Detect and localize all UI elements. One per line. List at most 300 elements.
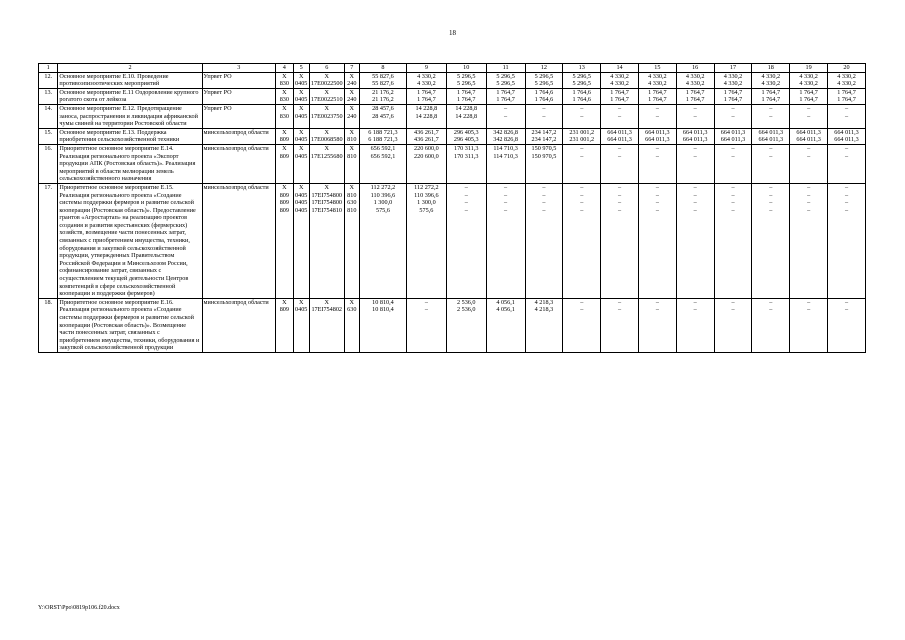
cell-value: 656 592,1 — [370, 152, 396, 160]
amount-cell — [828, 88, 866, 104]
budget-code-cell — [344, 183, 359, 298]
budget-code-cell — [344, 104, 359, 128]
cell-value: – — [618, 191, 622, 199]
cell-value: 1 764,7 — [456, 88, 476, 96]
cell-value: 664 011,3 — [720, 128, 746, 136]
column-header: 4 — [276, 64, 293, 73]
amount-cell — [828, 128, 866, 144]
cell-value: 664 011,3 — [758, 136, 784, 144]
cell-value: – — [844, 152, 849, 160]
amount-cell — [359, 72, 406, 88]
column-header: 11 — [486, 64, 525, 73]
cell-value: – — [807, 104, 811, 112]
cell-value: 664 011,3 — [645, 128, 670, 136]
amount-cell — [790, 104, 828, 128]
cell-value: – — [731, 183, 735, 191]
cell-value: – — [807, 298, 811, 306]
cell-value: 14 228,8 — [415, 104, 438, 112]
amount-cell — [525, 88, 563, 104]
cell-value: 17Е0068580 — [310, 136, 343, 144]
cell-value: 830 — [279, 80, 289, 88]
cell-value: – — [807, 152, 811, 160]
column-header: 1 — [39, 64, 58, 73]
cell-value: 809 — [279, 152, 289, 160]
table-row — [39, 128, 866, 144]
cell-value: 809 — [279, 206, 289, 214]
cell-value: – — [580, 112, 584, 120]
cell-value: – — [807, 306, 811, 314]
cell-value: 14 228,8 — [455, 112, 478, 120]
amount-cell — [446, 104, 486, 128]
cell-value: – — [542, 183, 546, 191]
cell-value: – — [655, 152, 659, 160]
cell-value: – — [655, 191, 659, 199]
amount-cell — [676, 183, 714, 298]
cell-value: X — [324, 144, 329, 152]
cell-value: 4 330,2 — [761, 72, 781, 80]
cell-value: 342 826,8 — [493, 136, 518, 144]
cell-value: 5 296,5 — [572, 80, 592, 88]
cell-value: 436 261,7 — [414, 128, 439, 136]
cell-value: – — [844, 206, 849, 214]
cell-value: – — [655, 206, 659, 214]
amount-cell — [563, 72, 601, 88]
column-header: 5 — [293, 64, 309, 73]
cell-value: – — [424, 298, 428, 306]
cell-value: – — [693, 104, 697, 112]
amount-cell — [601, 298, 639, 352]
cell-value: 296 405,3 — [453, 136, 479, 144]
cell-value: – — [844, 191, 849, 199]
cell-value: – — [464, 191, 468, 199]
amount-cell — [601, 144, 639, 183]
cell-value: – — [844, 306, 849, 314]
cell-value: X — [298, 72, 304, 80]
column-header: 7 — [344, 64, 359, 73]
cell-value: – — [693, 206, 697, 214]
cell-value: 150 970,5 — [531, 144, 557, 152]
cell-value: 810 — [347, 136, 357, 144]
cell-value: 10 810,4 — [372, 306, 394, 314]
document-path: Y:\ORST\Ppo\0819p106.f20.docx — [38, 605, 120, 611]
cell-value: 5 296,5 — [456, 80, 476, 88]
cell-value: 0405 — [295, 96, 308, 104]
cell-value: 17Е0022510 — [310, 96, 343, 104]
amount-cell — [752, 298, 790, 352]
cell-value: X — [324, 88, 329, 96]
cell-value: 0405 — [295, 306, 308, 314]
executor: Упрвет РО — [202, 72, 276, 88]
cell-value: – — [580, 144, 584, 152]
cell-value: 1 764,7 — [723, 96, 743, 104]
cell-value: 1 300,0 — [417, 199, 436, 207]
budget-code-cell — [276, 298, 293, 352]
cell-value: 14 228,8 — [455, 104, 478, 112]
budget-table — [38, 63, 866, 353]
cell-value: – — [807, 144, 811, 152]
cell-value: X — [298, 128, 304, 136]
cell-value: – — [693, 144, 697, 152]
cell-value: – — [542, 206, 546, 214]
amount-cell — [563, 183, 601, 298]
budget-code-cell — [293, 128, 309, 144]
cell-value: – — [655, 298, 659, 306]
column-header: 14 — [601, 64, 639, 73]
cell-value: 830 — [279, 96, 289, 104]
cell-value: 2 536,0 — [456, 298, 476, 306]
cell-value: – — [844, 104, 849, 112]
cell-value: – — [769, 206, 773, 214]
cell-value: 240 — [347, 112, 357, 120]
header-row — [39, 64, 866, 73]
cell-value: X — [282, 183, 287, 191]
cell-value: 0405 — [295, 199, 308, 207]
cell-value: 436 261,7 — [414, 136, 439, 144]
cell-value: 1 764,7 — [723, 88, 743, 96]
row-number: 17. — [39, 183, 58, 298]
amount-cell — [676, 72, 714, 88]
column-header: 20 — [828, 64, 866, 73]
cell-value: 0405 — [295, 80, 308, 88]
budget-code-cell — [293, 183, 309, 298]
amount-cell — [406, 128, 446, 144]
cell-value: 810 — [347, 152, 357, 160]
cell-value: 21 176,2 — [372, 88, 394, 96]
cell-value: 170 311,3 — [453, 144, 479, 152]
amount-cell — [676, 144, 714, 183]
budget-code-cell — [309, 183, 344, 298]
page-number: 18 — [449, 29, 456, 37]
cell-value: 0405 — [295, 112, 308, 120]
amount-cell — [359, 144, 406, 183]
cell-value: 809 — [279, 136, 289, 144]
cell-value: – — [769, 104, 773, 112]
cell-value: 4 330,2 — [648, 72, 667, 80]
amount-cell — [486, 144, 525, 183]
cell-value: 664 011,3 — [834, 128, 859, 136]
cell-value: 1 764,6 — [534, 88, 554, 96]
cell-value: – — [655, 144, 659, 152]
cell-value: 296 405,3 — [453, 128, 479, 136]
cell-value: 656 592,1 — [370, 144, 396, 152]
amount-cell — [752, 104, 790, 128]
executor: минсельхозпрод области — [202, 128, 276, 144]
amount-cell — [638, 88, 676, 104]
cell-value: – — [618, 112, 622, 120]
cell-value: X — [349, 72, 354, 80]
cell-value: 0405 — [295, 206, 308, 214]
column-header: 6 — [309, 64, 344, 73]
amount-cell — [406, 88, 446, 104]
cell-value: 4 330,2 — [610, 80, 629, 88]
cell-value: 4 330,2 — [417, 80, 436, 88]
cell-value: – — [580, 191, 584, 199]
cell-value: 1 764,7 — [610, 96, 629, 104]
cell-value: 4 330,2 — [685, 80, 705, 88]
amount-cell — [446, 298, 486, 352]
cell-value: – — [731, 112, 735, 120]
cell-value: – — [769, 112, 773, 120]
cell-value: – — [542, 191, 546, 199]
cell-value: 664 011,3 — [607, 136, 632, 144]
amount-cell — [525, 183, 563, 298]
column-header: 19 — [790, 64, 828, 73]
cell-value: 809 — [279, 191, 289, 199]
amount-cell — [714, 298, 752, 352]
cell-value: 114 710,3 — [493, 144, 518, 152]
cell-value: 1 764,7 — [761, 88, 781, 96]
budget-code-cell — [293, 144, 309, 183]
cell-value: 4 330,2 — [761, 80, 781, 88]
amount-cell — [406, 298, 446, 352]
cell-value: – — [655, 306, 659, 314]
cell-value: – — [844, 112, 849, 120]
measure-name: Основное мероприятие Е.11 Оздоровление крупного рогатого скота от лейкоза — [58, 88, 202, 104]
row-number: 14. — [39, 104, 58, 128]
amount-cell — [601, 183, 639, 298]
cell-value: 240 — [347, 80, 357, 88]
cell-value: X — [349, 183, 354, 191]
budget-code-cell — [276, 104, 293, 128]
amount-cell — [446, 144, 486, 183]
cell-value: 4 330,2 — [723, 72, 743, 80]
cell-value: – — [844, 183, 849, 191]
amount-cell — [486, 104, 525, 128]
cell-value: – — [655, 183, 659, 191]
cell-value: 4 330,2 — [417, 72, 436, 80]
amount-cell — [790, 72, 828, 88]
table-row — [39, 183, 866, 298]
amount-cell — [752, 183, 790, 298]
cell-value: X — [324, 298, 329, 306]
cell-value: 28 457,6 — [372, 104, 394, 112]
cell-value: 17ЕI754800 — [311, 199, 343, 207]
cell-value: X — [282, 88, 287, 96]
cell-value: – — [580, 298, 584, 306]
executor: минсельхозпрод области — [202, 144, 276, 183]
cell-value: – — [580, 183, 584, 191]
cell-value: 0405 — [295, 152, 308, 160]
amount-cell — [790, 144, 828, 183]
executor: минсельхозпрод области — [202, 183, 276, 298]
cell-value: – — [844, 298, 849, 306]
cell-value: – — [844, 144, 849, 152]
cell-value: 0405 — [295, 191, 308, 199]
cell-value: – — [769, 144, 773, 152]
amount-cell — [828, 298, 866, 352]
amount-cell — [828, 144, 866, 183]
cell-value: 21 176,2 — [372, 96, 394, 104]
amount-cell — [359, 104, 406, 128]
column-header: 10 — [446, 64, 486, 73]
amount-cell — [486, 72, 525, 88]
cell-value: 1 764,7 — [799, 88, 818, 96]
budget-code-cell — [309, 88, 344, 104]
cell-value: – — [618, 104, 622, 112]
amount-cell — [676, 88, 714, 104]
cell-value: X — [282, 144, 287, 152]
cell-value: – — [693, 306, 697, 314]
cell-value: 5 296,5 — [534, 72, 554, 80]
budget-code-cell — [276, 144, 293, 183]
amount-cell — [714, 88, 752, 104]
amount-cell — [638, 128, 676, 144]
measure-name: Основное мероприятие Е.12. Предотвращение заноса, распространения и ликвидация африканской чумы свиней на территории Ростовской области — [58, 104, 202, 128]
cell-value: 809 — [279, 306, 289, 314]
column-header: 18 — [752, 64, 790, 73]
amount-cell — [714, 183, 752, 298]
budget-code-cell — [344, 128, 359, 144]
amount-cell — [406, 72, 446, 88]
cell-value: X — [349, 144, 354, 152]
cell-value: – — [618, 152, 622, 160]
amount-cell — [525, 104, 563, 128]
cell-value: 1 764,7 — [417, 88, 436, 96]
cell-value: 240 — [347, 96, 357, 104]
cell-value: 114 710,3 — [493, 152, 518, 160]
cell-value: – — [618, 144, 622, 152]
cell-value: 1 764,7 — [648, 96, 667, 104]
amount-cell — [638, 144, 676, 183]
cell-value: 4 330,2 — [723, 80, 743, 88]
cell-value: 17Е0023750 — [310, 112, 343, 120]
amount-cell — [790, 88, 828, 104]
cell-value: X — [349, 88, 354, 96]
cell-value: 231 001,2 — [569, 128, 595, 136]
column-header: 17 — [714, 64, 752, 73]
cell-value: – — [542, 199, 546, 207]
amount-cell — [714, 144, 752, 183]
cell-value: – — [693, 112, 697, 120]
table-row — [39, 88, 866, 104]
cell-value: 664 011,3 — [796, 136, 821, 144]
cell-value: – — [424, 306, 428, 314]
cell-value: 809 — [279, 199, 289, 207]
budget-code-cell — [276, 88, 293, 104]
cell-value: 664 011,3 — [796, 128, 821, 136]
cell-value: 575,6 — [419, 206, 434, 214]
cell-value: 4 056,1 — [496, 306, 515, 314]
cell-value: – — [731, 199, 735, 207]
budget-code-cell — [309, 104, 344, 128]
amount-cell — [790, 128, 828, 144]
cell-value: – — [807, 112, 811, 120]
cell-value: X — [324, 183, 329, 191]
amount-cell — [676, 128, 714, 144]
cell-value: X — [298, 104, 304, 112]
cell-value: 150 970,5 — [531, 152, 557, 160]
measure-name: Основное мероприятие Е.10. Проведение противоэпизоотических мероприятий — [58, 72, 202, 88]
amount-cell — [486, 183, 525, 298]
amount-cell — [790, 183, 828, 298]
cell-value: 1 300,0 — [373, 199, 393, 207]
row-number: 13. — [39, 88, 58, 104]
cell-value: – — [504, 191, 508, 199]
executor: Упрвет РО — [202, 88, 276, 104]
cell-value: 0405 — [295, 136, 308, 144]
cell-value: 1 764,7 — [417, 96, 436, 104]
cell-value: 5 296,5 — [534, 80, 554, 88]
cell-value: X — [324, 72, 329, 80]
row-number: 12. — [39, 72, 58, 88]
amount-cell — [638, 72, 676, 88]
amount-cell — [446, 183, 486, 298]
cell-value: – — [655, 112, 659, 120]
cell-value: 1 764,6 — [534, 96, 554, 104]
amount-cell — [601, 72, 639, 88]
measure-name: Основное мероприятие Е.13. Поддержка приобретения сельскохозяйственной техники — [58, 128, 202, 144]
row-number: 16. — [39, 144, 58, 183]
cell-value: 17ЕI754810 — [311, 206, 343, 214]
cell-value: 1 764,7 — [837, 88, 856, 96]
cell-value: – — [769, 298, 773, 306]
cell-value: 810 — [347, 206, 357, 214]
cell-value: 664 011,3 — [758, 128, 784, 136]
cell-value: 1 764,7 — [496, 96, 515, 104]
cell-value: 1 764,7 — [685, 88, 705, 96]
cell-value: – — [618, 206, 622, 214]
cell-value: 14 228,8 — [415, 112, 438, 120]
cell-value: – — [618, 298, 622, 306]
column-header: 9 — [406, 64, 446, 73]
cell-value: 5 296,5 — [496, 80, 515, 88]
cell-value: – — [769, 306, 773, 314]
amount-cell — [486, 298, 525, 352]
cell-value: – — [655, 104, 659, 112]
amount-cell — [752, 88, 790, 104]
cell-value: – — [807, 206, 811, 214]
cell-value: – — [731, 206, 735, 214]
column-header: 13 — [563, 64, 601, 73]
amount-cell — [638, 104, 676, 128]
amount-cell — [714, 72, 752, 88]
cell-value: 5 296,5 — [496, 72, 515, 80]
column-header: 3 — [202, 64, 276, 73]
cell-value: 4 330,2 — [837, 72, 856, 80]
cell-value: X — [282, 298, 287, 306]
cell-value: X — [282, 104, 287, 112]
amount-cell — [359, 128, 406, 144]
cell-value: 1 764,6 — [572, 96, 592, 104]
amount-cell — [601, 128, 639, 144]
cell-value: 664 011,3 — [682, 128, 708, 136]
cell-value: 220 600,0 — [414, 152, 439, 160]
executor: минсельхозпрод области — [202, 298, 276, 352]
amount-cell — [714, 104, 752, 128]
budget-code-cell — [293, 88, 309, 104]
cell-value: – — [580, 152, 584, 160]
cell-value: – — [504, 183, 508, 191]
cell-value: – — [618, 183, 622, 191]
amount-cell — [828, 183, 866, 298]
budget-code-cell — [344, 88, 359, 104]
cell-value: 4 330,2 — [685, 72, 705, 80]
amount-cell — [790, 298, 828, 352]
cell-value: 110 396,6 — [370, 191, 396, 199]
cell-value: 830 — [279, 112, 289, 120]
cell-value: 1 764,7 — [648, 88, 667, 96]
cell-value: 17Е0022500 — [310, 80, 343, 88]
row-number: 15. — [39, 128, 58, 144]
cell-value: 112 272,2 — [414, 183, 439, 191]
cell-value: – — [693, 199, 697, 207]
cell-value: 4 330,2 — [648, 80, 667, 88]
budget-code-cell — [293, 72, 309, 88]
cell-value: – — [542, 104, 546, 112]
budget-code-cell — [276, 183, 293, 298]
cell-value: – — [769, 183, 773, 191]
cell-value: – — [464, 183, 468, 191]
